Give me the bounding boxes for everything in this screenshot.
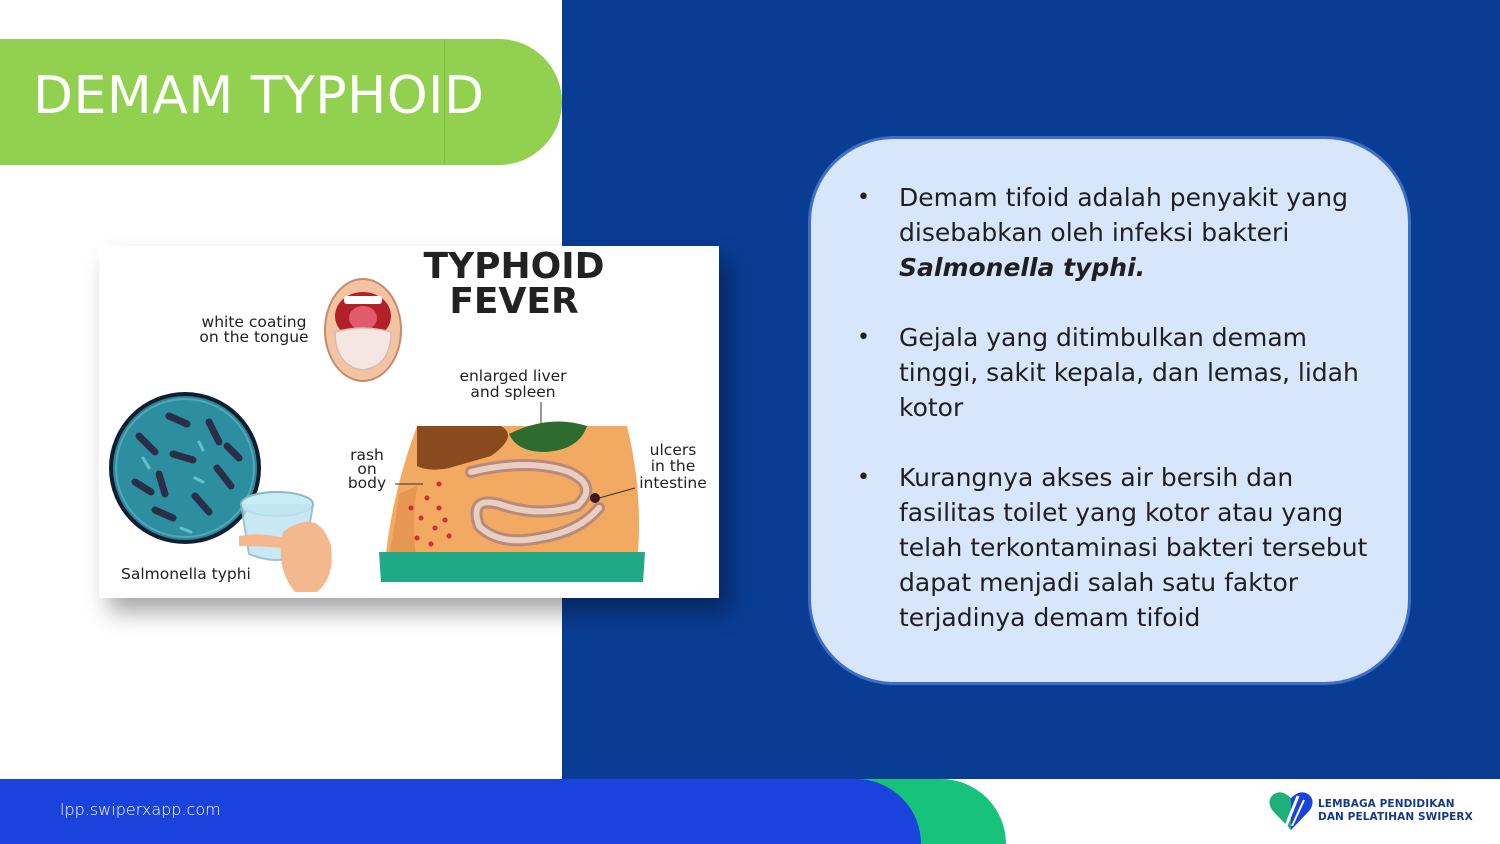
label-rash-3: body [347,474,387,492]
label-rash-2: on [357,460,377,478]
label-white-coating-2: on the tongue [199,328,309,346]
bullet-dot: • [857,325,870,350]
logo-text [1318,798,1473,824]
label-ulcers-2: in the [650,457,696,475]
bullet-emphasis: Salmonella typhi. [899,253,1146,282]
illustration-title-line1: TYPHOID [423,246,605,287]
typhoid-illustration [99,246,719,598]
bullet-text: Demam tifoid adalah penyakit yang disebabkan oleh infeksi bakteri [899,183,1348,247]
label-white-coating-1: white coating [201,313,307,331]
bullet-item [849,180,1389,285]
bullet-text: Gejala yang ditimbulkan demam tinggi, sakit kepala, dan lemas, lidah kotor [899,323,1359,422]
bullet-dot: • [857,465,870,490]
logo-text-line1: LEMBAGA PENDIDIKAN [1318,798,1455,810]
bacteria-magnifier-icon [109,392,261,544]
label-ulcers-1: ulcers [649,441,697,459]
label-liver-1: enlarged liver [459,367,567,385]
logo-text-line2: DAN PELATIHAN SWIPERX [1318,811,1473,823]
torso-icon [379,422,645,583]
footer-url-link[interactable]: lpp.swiperxapp.com [60,800,221,819]
illustration-title-line2: FEVER [449,281,579,322]
bullet-item [849,320,1389,425]
hand-glass-icon [239,492,332,592]
bullet-item [849,460,1389,635]
mouth-icon [325,279,401,381]
bullet-text: Kurangnya akses air bersih dan fasilitas toilet yang kotor atau yang telah terkontaminasi bakteri tersebut dapat menjadi salah satu faktor terjadinya demam tifoid [899,463,1368,632]
swiperx-heart-logo-icon [1268,790,1314,832]
label-salmonella: Salmonella typhi [121,565,251,583]
label-ulcers-3: intestine [639,474,707,492]
label-rash-1: rash [350,446,384,464]
slide-title: DEMAM TYPHOID [33,66,485,126]
bullet-dot: • [857,185,870,210]
label-liver-2: and spleen [470,383,556,401]
bullet-list [849,180,1389,670]
